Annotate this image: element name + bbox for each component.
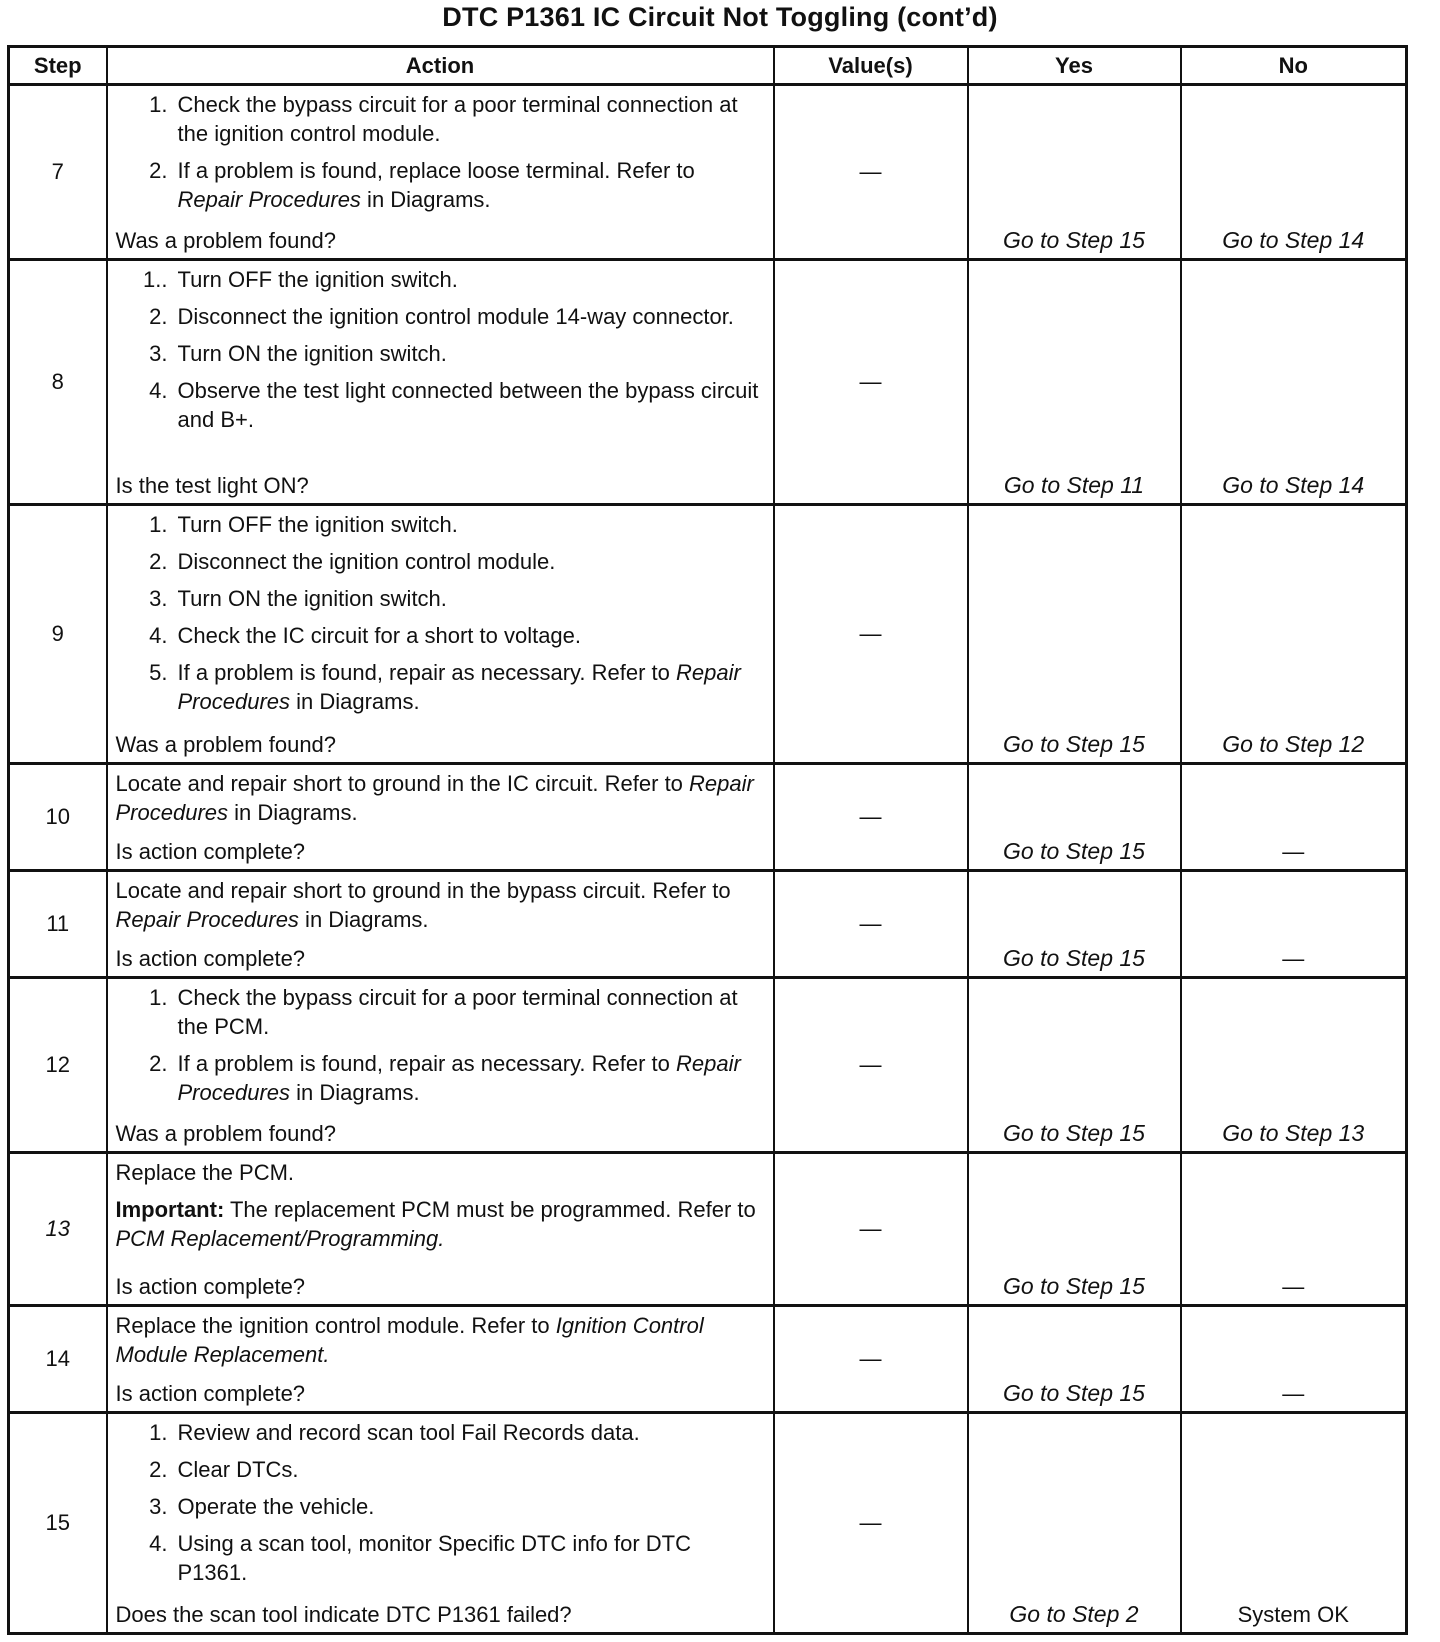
text-run: Turn OFF the ignition switch. <box>177 511 458 537</box>
text-run: in Diagrams. <box>228 800 358 826</box>
action-step <box>116 1529 765 1587</box>
yes-goto-link: Go to Step 15 <box>1003 1272 1145 1299</box>
action-step <box>116 510 765 539</box>
italic-reference: Ignition Control Module Replacement. <box>115 1312 704 1367</box>
text-run: Replace the ignition control module. Refer to <box>115 1312 556 1338</box>
no-cell <box>1181 259 1407 504</box>
action-content <box>116 983 765 1148</box>
header-action: Action <box>107 47 774 85</box>
action-body <box>116 983 765 1120</box>
action-step <box>116 621 765 650</box>
value-cell: — <box>774 504 968 763</box>
no-goto-link: Go to Step 12 <box>1222 731 1365 758</box>
no-goto-link: Go to Step 14 <box>1222 471 1365 498</box>
action-step-text <box>178 302 765 331</box>
action-step-text <box>178 983 765 1041</box>
no-cell <box>1181 1305 1407 1412</box>
action-step <box>116 90 765 148</box>
table-row <box>9 978 1407 1153</box>
italic-reference: Repair Procedures <box>177 1051 741 1106</box>
action-question: Was a problem found? <box>115 732 337 758</box>
action-step-text <box>178 547 765 576</box>
action-step <box>116 376 765 434</box>
header-step: Step <box>9 47 107 85</box>
no-cell <box>1181 871 1407 978</box>
yes-cell <box>968 1305 1181 1412</box>
yes-cell <box>968 871 1181 978</box>
yes-goto-link: Go to Step 15 <box>1003 1120 1145 1147</box>
action-body <box>116 876 765 945</box>
action-content <box>116 510 765 759</box>
header-no: No <box>1181 47 1407 85</box>
diagnostic-table <box>7 45 1408 1635</box>
action-cell <box>107 978 774 1153</box>
action-step-number: 1.. <box>143 266 168 292</box>
action-steps-list <box>116 510 765 716</box>
action-question: Is action complete? <box>115 839 306 865</box>
action-step-text <box>178 1049 765 1107</box>
yes-cell <box>968 1412 1181 1633</box>
action-step-number: 2. <box>149 548 168 574</box>
action-body <box>116 1418 765 1601</box>
text-run: in Diagrams. <box>290 688 420 714</box>
text-run: Replace the PCM. <box>115 1160 295 1186</box>
header-yes: Yes <box>968 47 1181 85</box>
action-paragraph <box>116 1195 765 1253</box>
yes-goto-link: Go to Step 15 <box>1003 838 1145 865</box>
step-number: 10 <box>9 764 107 871</box>
action-content <box>116 90 765 255</box>
action-paragraph <box>116 1158 765 1187</box>
action-content <box>116 265 765 500</box>
action-body <box>116 1158 765 1272</box>
value-cell: — <box>774 1412 968 1633</box>
value-cell: — <box>774 1305 968 1412</box>
action-step-number: 3. <box>149 585 168 611</box>
action-cell <box>107 259 774 504</box>
table-row <box>9 259 1407 504</box>
no-cell <box>1181 1153 1407 1305</box>
action-step-text <box>178 1492 765 1521</box>
text-run: Turn OFF the ignition switch. <box>177 266 458 292</box>
no-cell <box>1181 1412 1407 1633</box>
table-row <box>9 764 1407 871</box>
no-goto-link: — <box>1282 1273 1305 1299</box>
yes-cell <box>968 764 1181 871</box>
text-run: in Diagrams. <box>360 187 491 212</box>
action-body <box>116 1311 765 1380</box>
action-step-text <box>178 376 765 434</box>
action-step <box>116 1418 765 1447</box>
italic-reference: Repair Procedures <box>115 771 754 826</box>
table-row <box>9 1305 1407 1412</box>
action-step <box>116 339 765 368</box>
step-number: 15 <box>9 1412 107 1633</box>
page-title: DTC P1361 IC Circuit Not Toggling (cont’d) <box>442 2 998 32</box>
italic-reference: PCM Replacement/Programming. <box>115 1226 445 1252</box>
text-run: Disconnect the ignition control module. <box>177 548 556 574</box>
table-row <box>9 871 1407 978</box>
action-steps-list <box>116 265 765 434</box>
action-steps-list <box>116 90 765 214</box>
action-step-number: 3. <box>149 1493 168 1519</box>
table-row <box>9 1412 1407 1633</box>
value-cell: — <box>774 259 968 504</box>
action-body <box>116 265 765 472</box>
action-step-number: 1. <box>149 92 168 117</box>
action-body <box>116 510 765 731</box>
action-steps-list <box>116 1418 765 1587</box>
text-run: Locate and repair short to ground in the IC circuit. Refer to <box>115 771 690 797</box>
yes-goto-link: Go to Step 15 <box>1003 226 1145 253</box>
no-cell <box>1181 85 1407 260</box>
step-number: 12 <box>9 978 107 1153</box>
action-step-number: 1. <box>149 985 168 1011</box>
yes-goto-link: Go to Step 15 <box>1003 1379 1145 1406</box>
action-question: Does the scan tool indicate DTC P1361 failed? <box>115 1602 572 1627</box>
value-cell: — <box>774 978 968 1153</box>
text-run: If a problem is found, repair as necessary. Refer to <box>177 1051 676 1077</box>
table-row <box>9 85 1407 260</box>
action-steps-list <box>116 983 765 1107</box>
action-step-number: 5. <box>149 659 168 685</box>
action-step-number: 4. <box>149 1530 168 1556</box>
text-run: The replacement PCM must be programmed. Refer to <box>224 1197 756 1223</box>
action-cell <box>107 871 774 978</box>
action-content <box>116 769 765 866</box>
action-content <box>116 1158 765 1300</box>
action-step-text <box>178 156 765 214</box>
action-step <box>116 265 765 294</box>
no-goto-link: System OK <box>1237 1602 1349 1627</box>
text-run: Review and record scan tool Fail Records data. <box>177 1419 640 1445</box>
action-step-number: 1. <box>149 511 168 537</box>
action-question: Is the test light ON? <box>115 472 309 498</box>
action-step <box>116 983 765 1041</box>
yes-goto-link: Go to Step 15 <box>1003 945 1145 972</box>
step-number: 9 <box>9 504 107 763</box>
yes-cell <box>968 1153 1181 1305</box>
action-question: Was a problem found? <box>115 1121 337 1147</box>
action-step-text <box>178 1529 765 1587</box>
text-run: Operate the vehicle. <box>177 1493 375 1519</box>
action-step-number: 1. <box>149 1419 168 1445</box>
yes-cell <box>968 259 1181 504</box>
italic-reference: Repair Procedures <box>177 659 741 714</box>
action-step-text <box>178 658 765 716</box>
action-step-number: 2. <box>149 158 168 183</box>
yes-goto-link: Go to Step 15 <box>1003 731 1145 758</box>
text-run: Disconnect the ignition control module 14-way connector. <box>177 303 734 329</box>
text-run: Turn ON the ignition switch. <box>177 340 447 366</box>
yes-goto-link: Go to Step 11 <box>1003 471 1145 498</box>
action-step-number: 4. <box>149 377 168 403</box>
action-content <box>116 876 765 973</box>
action-cell <box>107 1153 774 1305</box>
action-step-number: 2. <box>149 1051 168 1077</box>
no-cell <box>1181 764 1407 871</box>
action-step <box>116 658 765 716</box>
action-step-text <box>178 1455 765 1484</box>
table-header-row <box>9 47 1407 85</box>
yes-goto-link: Go to Step 2 <box>1009 1601 1139 1627</box>
action-step-text <box>178 510 765 539</box>
action-cell <box>107 1305 774 1412</box>
step-number: 13 <box>9 1153 107 1305</box>
step-number: 8 <box>9 259 107 504</box>
action-step-text <box>178 90 765 148</box>
action-question: Is action complete? <box>115 1273 306 1299</box>
action-paragraph <box>116 876 765 934</box>
action-step-number: 3. <box>149 340 168 366</box>
text-run: Using a scan tool, monitor Specific DTC info for DTC P1361. <box>177 1530 692 1585</box>
value-cell: — <box>774 1153 968 1305</box>
action-step <box>116 156 765 214</box>
action-cell <box>107 1412 774 1633</box>
step-number: 14 <box>9 1305 107 1412</box>
step-number: 11 <box>9 871 107 978</box>
no-goto-link: Go to Step 14 <box>1222 226 1365 253</box>
text-run: If a problem is found, repair as necessary. Refer to <box>177 659 676 685</box>
text-run: Turn ON the ignition switch. <box>177 585 447 611</box>
action-step <box>116 1455 765 1484</box>
header-values: Value(s) <box>774 47 968 85</box>
step-number: 7 <box>9 85 107 260</box>
yes-cell <box>968 504 1181 763</box>
value-cell: — <box>774 85 968 260</box>
action-step-text <box>178 584 765 613</box>
text-run: If a problem is found, replace loose terminal. Refer to <box>177 158 695 183</box>
text-run: Check the bypass circuit for a poor terminal connection at the PCM. <box>177 985 738 1040</box>
value-cell: — <box>774 871 968 978</box>
value-cell: — <box>774 764 968 871</box>
bold-text: Important: <box>115 1197 225 1223</box>
action-cell <box>107 85 774 260</box>
no-goto-link: Go to Step 13 <box>1222 1120 1365 1147</box>
no-cell <box>1181 978 1407 1153</box>
action-step-text <box>178 339 765 368</box>
action-step <box>116 1049 765 1107</box>
action-question: Is action complete? <box>115 946 306 972</box>
action-step-text <box>178 621 765 650</box>
text-run: Check the IC circuit for a short to voltage. <box>177 622 582 648</box>
action-step <box>116 584 765 613</box>
action-question: Was a problem found? <box>115 227 337 253</box>
italic-reference: Repair Procedures <box>177 187 361 212</box>
text-run: Observe the test light connected between the bypass circuit and B+. <box>177 377 759 432</box>
action-question: Is action complete? <box>115 1380 306 1406</box>
action-paragraph <box>116 1311 765 1369</box>
no-goto-link: — <box>1282 1380 1305 1406</box>
text-run: in Diagrams. <box>290 1080 420 1106</box>
no-goto-link: — <box>1282 946 1305 972</box>
no-cell <box>1181 504 1407 763</box>
table-row <box>9 1153 1407 1305</box>
yes-cell <box>968 978 1181 1153</box>
action-step-number: 4. <box>149 622 168 648</box>
action-paragraph <box>116 769 765 827</box>
action-cell <box>107 764 774 871</box>
text-run: Clear DTCs. <box>177 1456 299 1482</box>
action-step <box>116 547 765 576</box>
text-run: Locate and repair short to ground in the bypass circuit. Refer to <box>115 878 731 904</box>
action-step <box>116 1492 765 1521</box>
action-body <box>116 769 765 838</box>
text-run: Check the bypass circuit for a poor terminal connection at the ignition control module. <box>177 92 738 146</box>
table-row <box>9 504 1407 763</box>
italic-reference: Repair Procedures <box>115 907 299 933</box>
action-step-number: 2. <box>149 303 168 329</box>
action-cell <box>107 504 774 763</box>
action-step-number: 2. <box>149 1456 168 1482</box>
action-step-text <box>178 265 765 294</box>
action-content <box>116 1311 765 1408</box>
yes-cell <box>968 85 1181 260</box>
action-step-text <box>178 1418 765 1447</box>
action-step <box>116 302 765 331</box>
text-run: in Diagrams. <box>298 907 429 933</box>
no-goto-link: — <box>1282 839 1305 865</box>
action-body <box>116 90 765 227</box>
action-content <box>116 1418 765 1629</box>
